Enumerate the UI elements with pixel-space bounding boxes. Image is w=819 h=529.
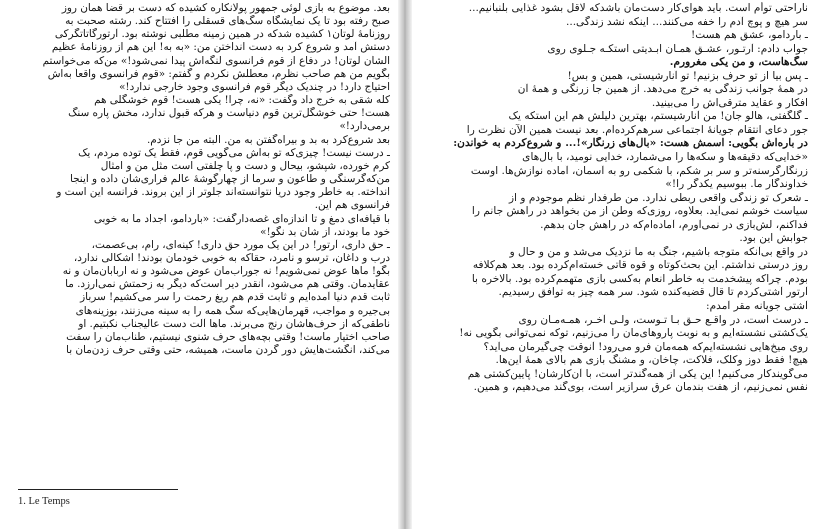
left-text-line: بی‌جیره و مواجب، قهرمان‌هایی‌که سگ همه را به سینه می‌زنند، بوزینه‌های — [75, 304, 390, 317]
left-page — [0, 0, 398, 529]
right-text-line: در واقع بی‌آنکه متوجه باشیم، جنگ به ما نزدیک می‌شد و من و حال و — [509, 245, 808, 258]
right-text-line: روی میخ‌هایی نشسته‌ایم‌که همه‌مان فرو می‌رود! آنوقت چی‌گیرمان می‌آید؟ — [483, 340, 808, 353]
left-text-line: احتیاج دارد! در چندیک دیگر قوم فرانسوی وجود خارجی ندارد!» — [119, 80, 390, 93]
right-text-line: آرتور آشتی‌کردم تا قال قضیه‌کنده شود. سر همه چیز به توافق رسیدیم. — [498, 286, 808, 299]
left-text-line: خود ما بودند، از شان بد نگو!» — [260, 225, 390, 238]
left-text-line: دستش آمد و شروع کرد به دست انداختن من: «به به! این هم از روزنامهٔ عظیم — [51, 41, 390, 54]
right-text-line: زرنگارگرسنه‌تر و سر بر شکم، با شکمی رو به آسمان، آماده نوازش‌ها. اوست — [470, 164, 808, 177]
left-text-line: فرانسوی هم این. — [314, 199, 390, 212]
left-page-text — [14, 2, 390, 357]
right-text-line: ـ شعرک تو زندگی واقعی ربطی ندارد. من طرفدار نظم موجودم و از — [508, 191, 808, 204]
right-text-line: ـ گلگفتی، هالو جان! من آنارشیستم، بهترین دلیلش هم این استکه یک — [508, 110, 808, 123]
right-text-line: روز درستی نداشتم. این بحث‌کوتاه و قوه قاتی خسته‌ام‌کرده بود. بعد هم‌کلافه — [472, 259, 808, 272]
right-text-line: افکار و عقاید مترقی‌اش را می‌بینید. — [651, 96, 808, 109]
left-text-line: ـ حق داری، آرتور! در این یک مورد حق داری! کینه‌ای، رام، بی‌عصمت، — [91, 238, 390, 251]
right-text-line: می‌گویند‌کار می‌کنیم! این یکی از همه‌گندتر است، با آن‌کارشان! پایین‌کشتی هم — [467, 367, 808, 380]
right-page — [412, 0, 819, 529]
left-text-line: برمی‌دارد!» — [339, 120, 390, 133]
left-text-line: انداخته. به خاطر وجود دریا نتوانسته‌اند جلوتر از این بروند. فرانسه این است و — [56, 186, 390, 199]
left-text-line: بعد. موضوع به بازی لوئی جمهور پولانکاره کشیده که دست بر قضا همان روز — [61, 2, 390, 14]
right-text-line: ـ پس بیا از تو حرف بزنیم! تو آنارشیستی، همین و بس! — [567, 69, 808, 82]
footnote-divider — [18, 489, 178, 490]
left-text-line: صبح رفته بود تا یک نمایشگاه سگ‌های قسقلی را افتتاح کند. رشته صحبت به — [65, 15, 390, 28]
right-text-line: جور دعای انتقام جویانهٔ اجتماعی سرهم‌کرده‌ام. بعد نیست همین الآن نظرت را — [466, 123, 808, 136]
left-text-line: ـ درست نیست! چیزی‌که تو به‌اش می‌گویی قوم، فقط یک توده مردم، یک — [78, 146, 390, 159]
right-page-text — [438, 2, 808, 395]
right-text-line: نفس نمی‌زنیم، از هفت بندمان عرق سرازیر است، بوی‌گند می‌دهیم، و همین. — [473, 381, 808, 394]
right-text-line: سیاست خوشم نمی‌آید. بعلاوه، روزی‌که وطن از من بخواهد در راهش جانم را — [471, 205, 808, 218]
left-text-line: درب و داغان، ترسو و نامرد، حقاکه به خوبی خودمان بودند! اشکالی ندارد، — [73, 251, 390, 264]
left-text-line: با قیافه‌ای دمغ و تا اندازه‌ای غصه‌دارگفت: «باردامو، اجداد ما به خوبی — [93, 212, 390, 225]
right-text-line: «خدایی‌که دقیقه‌ها و سکه‌ها را می‌شمارد، خدایی نومید، با بال‌های — [522, 151, 808, 164]
left-text-line: صاحب اختیار ماست! وقتی بچه‌های حرف شنوی نیستیم، طناب‌مان را سفت — [66, 330, 390, 343]
right-text-line: فداکنم، لش‌بازی در نمی‌آورم، آماده‌ام‌که در راهش جان بدهم. — [540, 218, 808, 231]
left-text-line: ثابت قدم دنیا آمده‌ایم و ثابت قدم هم ریغ رحمت را سر می‌کشیم! سرباز — [80, 291, 390, 304]
left-text-line: من‌که‌گرسنگی و طاعون و سرما از چهارگوشهٔ عالم فراری‌شان داده و اینجا — [69, 173, 390, 186]
right-text-line: خداوندگار ما. ببوسیم یکدگر را!» — [665, 178, 808, 191]
right-text-line: بودم. چرا‌که پیشخدمت به خاطر انعام به‌کسی بازی متهمم‌کرده بود. بالاخره با — [471, 272, 808, 285]
right-text-line: هیچ! فقط دوز وکلک، فلاکت، چاخان، و مشنگ بازی هم بالای همهٔ این‌ها. — [495, 354, 808, 367]
right-text-line: ـ درست است، در واقـع حـق بـا تـوست، ولـی آخـر، همـه‌مـان روی — [518, 313, 808, 326]
right-text-line: ناراحتی توأم است. باید هوای‌کار دست‌مان باشد‌که لاقل بشود غذایی بلنبانیم... — [468, 2, 808, 14]
left-text-line: بگویم من هم صاحب نظرم، معطلش نکردم و گفتم: «قوم فرانسوی واقعاً به‌اش — [47, 67, 390, 80]
right-text-line: جوابش این بود. — [739, 232, 808, 245]
left-text-line: بگو! ما‌ها عوض نمی‌شویم! نه جوراب‌مان عوض می‌شود و نه اربابان‌مان و نه — [62, 265, 390, 278]
right-text-line: در باره‌اش بگویی: اسمش هست: «بال‌های زرنگار»!... و شروع‌کردم به خواندن: — [453, 137, 808, 150]
right-text-line: سگ‌هاست، و من یکی مغرورم. — [669, 56, 808, 69]
left-text-line: کله شقی به خرج داد وگفت: «نه، چرا! یکی هست! قوم خوشگلی هم — [94, 94, 390, 107]
right-text-line: یک‌کشتی نشسته‌ایم و به نوبت پاروهای‌مان را می‌زنیم، توکه نمی‌توانی بگویی نه! — [459, 327, 808, 340]
footnote: 1. Le Temps — [18, 496, 70, 507]
left-text-line: هست! حتی خوشگل‌ترین قوم دنیاست و هرکه قبول ندارد، مخش پاره سنگ — [68, 107, 390, 120]
left-text-line: کرم خورده، شپشو، بیحال و دست و پا چلفتی است مثل من و امثال — [100, 159, 390, 172]
left-text-line: روزنامهٔ لوتان۱ کشیده شدکه در همین زمینه مطلبی نوشته بود. آرتورگاتاتگرکی — [54, 28, 390, 41]
right-text-line: آشتی جویانه مقر آمدم: — [706, 300, 808, 313]
right-text-line: ـ باردامو، عشق هم هست! — [690, 29, 808, 42]
right-text-line: در همهٔ جوانب زندگی به خرج می‌دهد. از همین جا زرنگی و همهٔ آن — [517, 83, 808, 96]
left-text-line: بعد شروع‌کرد به بد و بیراه‌گفتن به من. البته من جا نزدم. — [146, 133, 390, 146]
left-text-line: می‌کند، انگشت‌هایش دور گردن ماست، همیشه، حتی وقتی حرف زدن‌مان با — [66, 344, 390, 357]
right-text-line: سر هیچ و پوچ آدم را خفه می‌کنند... اینکه نشد زندگی... — [565, 15, 808, 28]
book-gutter — [398, 0, 412, 529]
left-text-line: الشأن لوتان! در دفاع از قوم فرانسوی لنگه‌اش پیدا نمی‌شود!» من‌که می‌خواستم — [42, 54, 390, 67]
left-text-line: ناطقی‌که از حرف‌هاشان رنج می‌برند. ماها آلت دست عالیجناب نکبتیم. او — [78, 317, 390, 330]
right-text-line: جواب دادم: آرتـور، عشـق همـان ابـدیتی استکـه جـلوی روی — [547, 42, 808, 55]
left-text-line: عقاید‌مان. وقتی هم می‌شود، آنقدر دیر است‌که دیگر به زحمتش نمی‌ارزد. ما — [65, 278, 390, 291]
